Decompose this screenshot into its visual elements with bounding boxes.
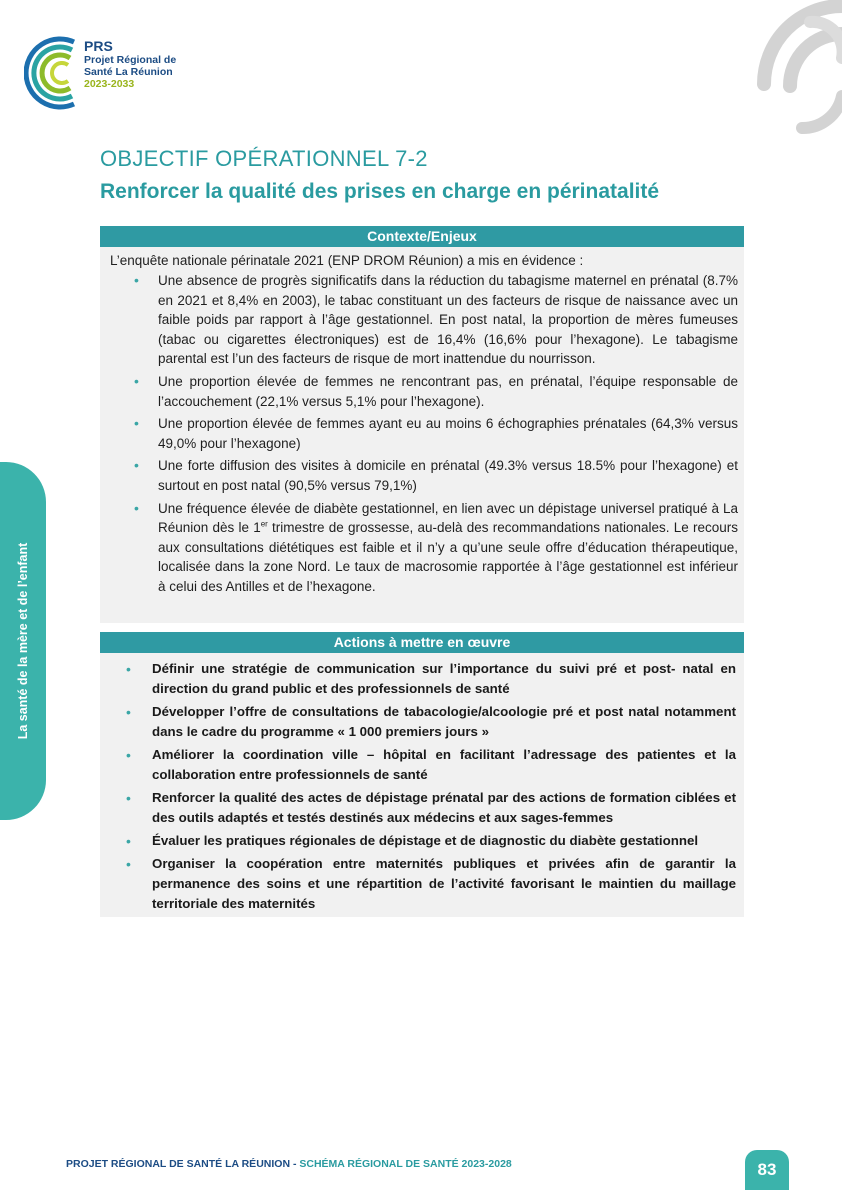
footer [66,1158,512,1170]
list-item-text-part1: Une fréquence élevée de diabète gestationnel, en lien avec un dépistage universel pratiqué à La Réunion dès le 1 [158,500,738,536]
list-item: • Définir une stratégie de communication sur l’importance du suivi pré et post- natal en direction du grand public et des professionnels de santé [152,659,736,699]
page-number: 83 [745,1150,789,1190]
footer-schema: SCHÉMA RÉGIONAL DE SANTÉ 2023-2028 [299,1158,512,1170]
section-side-tab [0,462,46,820]
list-item [158,499,738,597]
actions-list [100,659,744,914]
list-item: • Une forte diffusion des visites à domicile en prénatal (49.3% versus 18.5% pour l’hexagone) et surtout en post natal (90,5% versus 79,1%) [158,456,738,495]
list-item-superscript: er [260,519,268,529]
list-item: • Une proportion élevée de femmes ayant eu au moins 6 échographies prénatales (64,3% versus 49,0% pour l’hexagone) [158,414,738,453]
contexte-box [100,226,744,623]
objective-label: OBJECTIF OPÉRATIONNEL 7-2 [100,146,428,171]
logo-line-2: Santé La Réunion [84,66,173,78]
list-item: • Une proportion élevée de femmes ne rencontrant pas, en prénatal, l’équipe responsable de l’accouchement (22,1% versus 5,1% pour l’hexagone). [158,372,738,411]
logo-line-1: Projet Régional de [84,54,177,66]
list-item: • Évaluer les pratiques régionales de dépistage et de diagnostic du diabète gestationnel [152,831,736,851]
decorative-arcs-icon [692,0,842,135]
page-title: Renforcer la qualité des prises en charge en périnatalité [100,180,660,203]
list-item: • Améliorer la coordination ville – hôpital en facilitant l’adressage des patientes et la collaboration entre professionnels de santé [152,745,736,785]
actions-header: Actions à mettre en œuvre [100,632,744,653]
list-item: • Développer l’offre de consultations de tabacologie/alcoologie pré et post natal notamment dans le cadre du programme « 1 000 premiers jours » [152,702,736,742]
contexte-intro: L’enquête nationale périnatale 2021 (ENP DROM Réunion) a mis en évidence : [110,253,584,268]
contexte-header: Contexte/Enjeux [100,226,744,247]
list-item: • Une absence de progrès significatifs dans la réduction du tabagisme maternel en prénatal (8.7% en 2021 et 8,4% en 2003), le tabac constituant un des facteurs de risque de naissance avec un faible poids par rapport à l’âge gestationnel. En post natal, la proportion de mères fumeuses (tabac ou cigarettes électroniques) est de 16,4% (16,6% pour l’hexagone). Le tabagisme parental est l’un des facteurs de risque de mort inattendue du nourrisson. [158,271,738,369]
list-item-text-part2: trimestre de grossesse, au-delà des recommandations nationales. Le recours aux consultations diététiques est faible et il n’y a qu’une seule offre d’éducation thérapeutique, localisée dans la zone Nord. Le taux de macrosomie rapportée à l’âge gestationnel est inférieur à celui des Antilles et de l’hexagone. [158,520,738,594]
prs-logo-icon [24,30,84,114]
prs-logo [24,30,224,114]
contexte-list [100,271,744,597]
logo-years: 2023-2033 [84,78,135,90]
side-tab-label: La santé de la mère et de l’enfant [16,542,30,740]
logo-acronym: PRS [84,38,113,54]
actions-box [100,632,744,917]
footer-project: PROJET RÉGIONAL DE SANTÉ LA RÉUNION - [66,1158,300,1170]
list-item: • Organiser la coopération entre maternités publiques et privées afin de garantir la permanence des soins et une répartition de l’activité favorisant le maintien du maillage territoriale des maternités [152,854,736,914]
list-item: • Renforcer la qualité des actes de dépistage prénatal par des actions de formation ciblées et des outils adaptés et testés destinés aux médecins et aux sages-femmes [152,788,736,828]
